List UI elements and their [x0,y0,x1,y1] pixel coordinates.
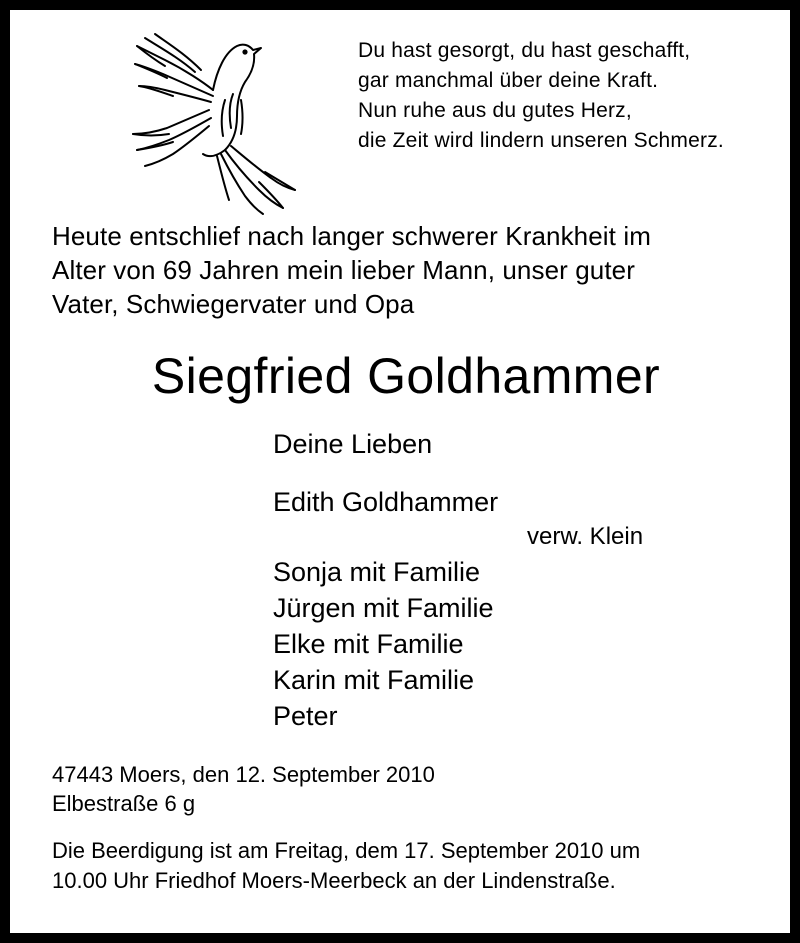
place-date [52,760,435,818]
mourners-heading: Deine Lieben [273,429,433,459]
poem [358,36,724,156]
street-address: Elbestraße 6 g [52,791,196,816]
mourner-widow-note: verw. Klein [527,523,644,550]
city-date: 47443 Moers, den 12. September 2010 [52,762,435,787]
mourner-child: Karin mit Familie [273,665,475,695]
funeral-line: 10.00 Uhr Friedhof Moers-Meerbeck an der Lindenstraße. [52,868,616,893]
poem-line: Nun ruhe aus du gutes Herz, [358,99,632,122]
mourner-child: Jürgen mit Familie [273,593,494,623]
poem-line: die Zeit wird lindern unseren Schmerz. [358,129,724,152]
intro-line: Heute entschlief nach langer schwerer Krankheit im [52,221,651,251]
deceased-name: Siegfried Goldhammer [151,348,661,404]
intro-text [52,219,651,321]
dove-icon [125,30,300,215]
mourner-child: Sonja mit Familie [273,557,481,587]
mourner-child: Peter [273,701,338,731]
mourner-child: Elke mit Familie [273,629,464,659]
funeral-info [52,836,640,896]
poem-line: gar manchmal über deine Kraft. [358,69,659,92]
intro-line: Vater, Schwiegervater und Opa [52,289,415,319]
poem-line: Du hast gesorgt, du hast geschafft, [358,39,691,62]
funeral-line: Die Beerdigung ist am Freitag, dem 17. September 2010 um [52,838,641,863]
intro-line: Alter von 69 Jahren mein lieber Mann, unser guter [52,255,635,285]
mourner-widow: Edith Goldhammer [273,487,499,517]
